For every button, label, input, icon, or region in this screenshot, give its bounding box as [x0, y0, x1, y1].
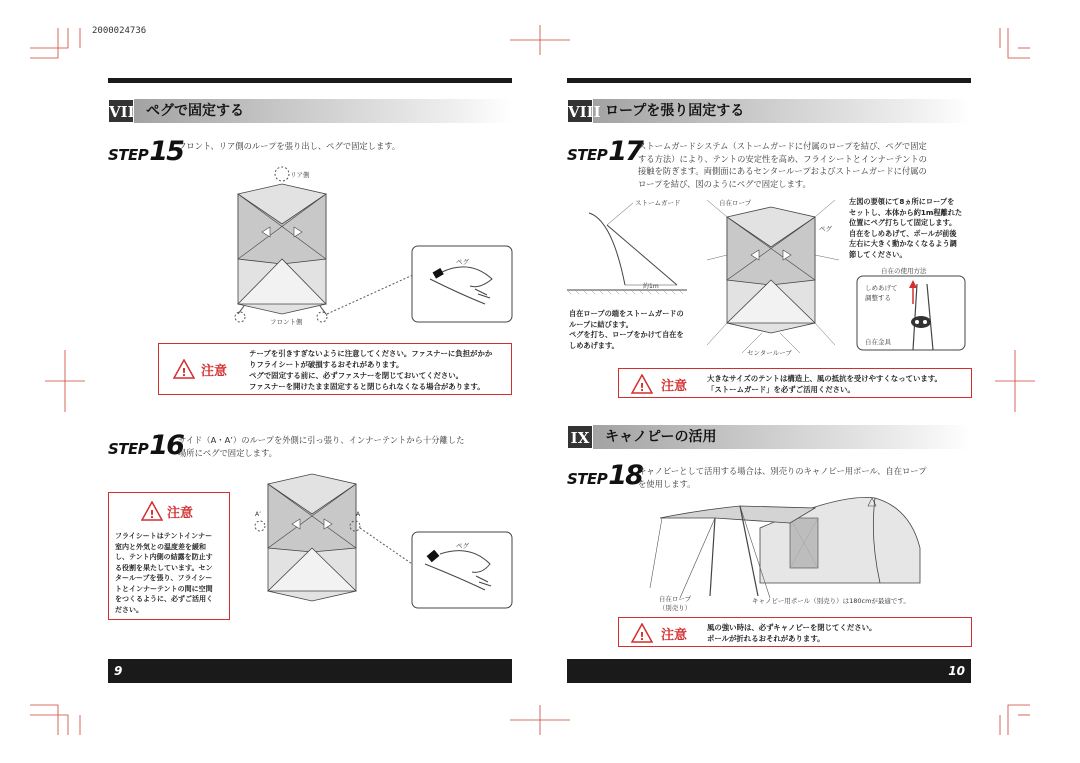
section-number: IX — [567, 425, 593, 449]
caution-box-3 — [618, 368, 972, 398]
label-canopy-pole: キャノピー用ポール（別売り）は180cmが最適です。 — [752, 597, 910, 605]
document-id: 2000024736 — [92, 26, 147, 36]
step-15-text: フロント、リア側のループを張り出し、ペグで固定します。 — [178, 141, 401, 151]
label-peg-17: ペグ — [819, 225, 832, 233]
label-center-loop: センタールーブ — [747, 349, 792, 357]
warning-icon — [173, 359, 195, 379]
caution-text-3: 大きなサイズのテントは構造上、風の抵抗を受けやすくなっています。 「ストームガード」を必ずご活用ください。 — [707, 374, 942, 394]
step-17-note-right: 左図の要領にて8ヵ所にロープを セットし、本体から約1m程離れた 位置にペグ打ちして固定します。 自在をしめあげて、ポールが前後 左右に大きく動かなくなるよう調 節してください。 — [849, 197, 963, 259]
step-16-illustration — [250, 466, 515, 616]
label-tighten-1: しめあげて — [865, 284, 898, 292]
section-header-9 — [567, 425, 971, 449]
section-header-8 — [567, 99, 971, 123]
svg-text:!: ! — [181, 366, 187, 379]
warning-icon — [631, 374, 653, 394]
label-jizai-rope: 自在ロープ — [719, 199, 752, 207]
label-tighten-2: 調整する — [865, 294, 891, 302]
label-rear: リア側 — [290, 171, 310, 179]
page-number: 10 — [948, 664, 965, 678]
label-front: フロント側 — [270, 318, 303, 326]
step-15-illustration — [230, 164, 520, 334]
step-16-text: サイド（A・A’）のループを外側に引っ張り、インナーテントから十分離した 場所にペグで固定します。 — [178, 435, 465, 458]
caution-label: 注意 — [201, 364, 228, 379]
label-distance: 約1m — [643, 283, 659, 290]
top-rule-left — [108, 78, 512, 83]
step-17-note-left: 自在ロープの端をストームガードの ループに結びます。 ペグを打ち、ロープをかけて自在を しめあげます。 — [569, 309, 684, 350]
step-17-text: ストームガードシステム（ストームガードに付属のロープを結び、ペグで固定 する方法）により、テントの安定性を高め、フライシートとインナーテントの 接触を防ぎます。両側面にあるセンターループおよびストームガードに付属の ロープを結び、図のようにペグで固定します。 — [638, 141, 927, 189]
caution-box-4 — [618, 617, 972, 647]
step-18-label: STEP18 — [567, 460, 642, 491]
section-header-7 — [108, 99, 512, 123]
svg-text:!: ! — [639, 381, 645, 394]
section-title: キャノピーの活用 — [605, 429, 717, 445]
caution-label: 注意 — [661, 379, 688, 394]
jizai-usage-illustration — [855, 264, 970, 352]
warning-icon — [631, 623, 653, 643]
top-rule-right — [567, 78, 971, 83]
caution-text-2: フライシートはテントインナー 室内と外気との温度差を緩和 し、テント内側の結露を防止す る役割を果たしています。セン タールーブを張り、フライシー トとインナーテントの間に空間 をつくるように、必ずご活用く ださい。 — [115, 532, 213, 614]
caution-box-2 — [108, 492, 230, 620]
step-17-label: STEP17 — [567, 136, 642, 167]
page-number: 9 — [114, 664, 123, 678]
label-fitting: 自在金具 — [865, 338, 891, 346]
section-title: ロープを張り固定する — [605, 103, 745, 119]
caution-box-1 — [158, 343, 512, 395]
caution-text-4: 風の強い時は、必ずキャノピーを閉じてください。 ポールが折れるおそれがあります。 — [707, 623, 877, 643]
step-18-illustration — [640, 488, 940, 610]
label-storm-guard: ストームガード — [635, 199, 681, 207]
label-peg-16: ペグ — [456, 542, 469, 550]
label-peg-15: ペグ — [456, 258, 469, 266]
page-footer-left — [108, 659, 512, 683]
section-number: VIII — [567, 99, 593, 123]
label-how-to-use: 自在の使用方法 — [881, 267, 927, 275]
section-number: VII — [108, 99, 134, 123]
caution-label: 注意 — [661, 628, 688, 643]
svg-text:!: ! — [639, 630, 645, 643]
caution-label: 注意 — [167, 506, 194, 521]
label-rope-canopy: 自在ロープ （別売り） — [658, 595, 692, 612]
page-footer-right — [567, 659, 971, 683]
label-a-prime: A’ — [255, 511, 262, 518]
step-18-text: キャノピーとして活用する場合は、別売りのキャノピー用ポール、自在ロープ を使用します。 — [638, 466, 927, 489]
caution-text-1: テープを引きすぎないように注意してください。ファスナーに負担がかか りフライシートが破損するおそれがあります。 ペグで固定する前に、必ずファスナーを閉じておいてください。 ファスナーを開けたまま固定すると閉じられなくなる場合があります。 — [249, 349, 493, 391]
section-title: ペグで固定する — [146, 103, 244, 119]
step-15-label: STEP15 — [108, 136, 183, 167]
svg-text:!: ! — [149, 508, 155, 521]
step-16-label: STEP16 — [108, 430, 183, 461]
label-a: A — [356, 511, 361, 518]
warning-icon — [141, 501, 163, 521]
